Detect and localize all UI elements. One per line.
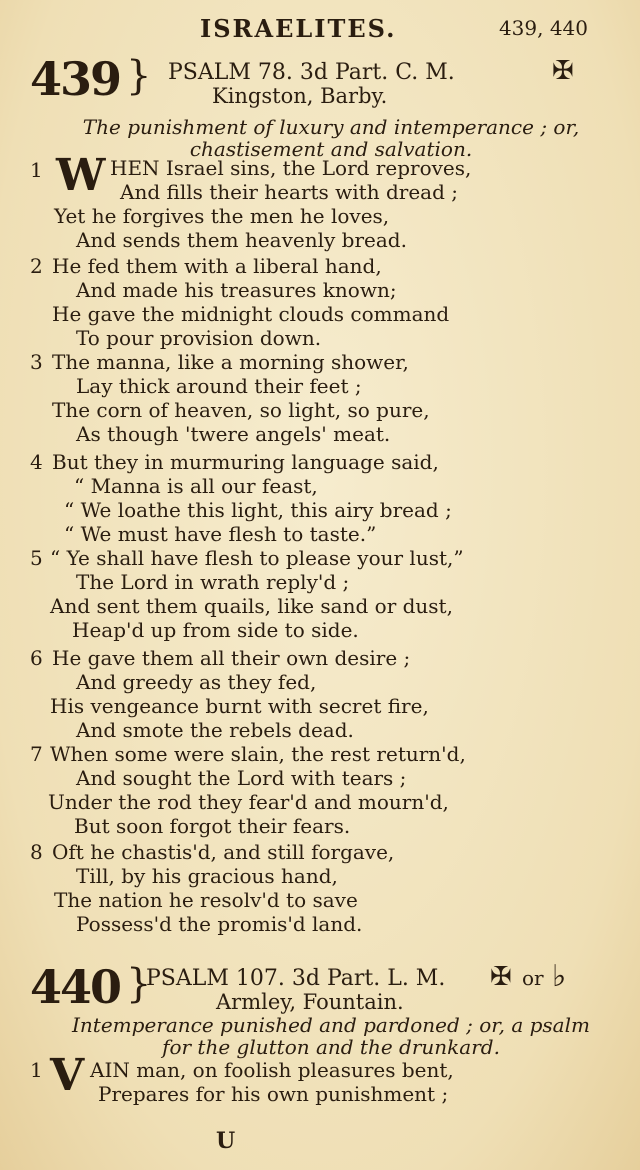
tune-names: Armley, Fountain. <box>216 990 404 1014</box>
verse-line: The nation he resolv'd to save <box>54 888 358 912</box>
flat-symbol-icon: ♭ <box>552 959 567 994</box>
hymn-subject <box>36 116 626 160</box>
verse-line: And made his treasures known; <box>76 278 397 302</box>
psalm-meter: PSALM 78. 3d Part. C. M. <box>168 60 455 85</box>
verse-line: Yet he forgives the men he loves, <box>54 204 390 228</box>
verse-line: Oft he chastis'd, and still forgave, <box>52 840 395 864</box>
verse-line: Possess'd the promis'd land. <box>76 912 363 936</box>
psalm-meter: PSALM 107. 3d Part. L. M. <box>146 966 446 991</box>
subject-line-1: Intemperance punished and pardoned ; or, a psalm <box>72 1013 590 1037</box>
signature-mark: U <box>216 1128 236 1154</box>
verse-line: Prepares for his own punishment ; <box>98 1082 449 1106</box>
subject-line-2: chastisement and salvation. <box>189 137 473 161</box>
verse-line: And greedy as they fed, <box>76 670 317 694</box>
subject-line-1: The punishment of luxury and intemperance ; or, <box>82 115 580 139</box>
verse-number: 8 <box>30 840 43 864</box>
verse-line: And sends them heavenly bread. <box>76 228 407 252</box>
verse-line: Heap'd up from side to side. <box>72 618 359 642</box>
subject-line-2: for the glutton and the drunkard. <box>162 1035 500 1059</box>
hymn-number: 439 <box>30 52 121 106</box>
verse-number: 3 <box>30 350 43 374</box>
hymn-number: 440 <box>30 960 121 1014</box>
verse-line: “ We loathe this light, this airy bread ; <box>64 498 452 522</box>
verse-line: He gave the midnight clouds command <box>52 302 450 326</box>
verse-line: To pour provision down. <box>76 326 322 350</box>
verse-line: And smote the rebels dead. <box>76 718 354 742</box>
brace-mark: } <box>126 53 152 99</box>
brace-mark: } <box>126 961 152 1007</box>
hymn-subject <box>36 1014 626 1058</box>
verse-line: HEN Israel sins, the Lord reproves, <box>110 156 472 180</box>
verse-number: 2 <box>30 254 43 278</box>
verse-line: When some were slain, the rest return'd, <box>50 742 466 766</box>
drop-cap: V <box>50 1050 85 1101</box>
verse-line: And sought the Lord with tears ; <box>76 766 407 790</box>
verse-number: 5 <box>30 546 43 570</box>
verse-line: And sent them quails, like sand or dust, <box>50 594 453 618</box>
verse-line: The manna, like a morning shower, <box>52 350 409 374</box>
verse-number: 7 <box>30 742 43 766</box>
ornament-cross-icon: ✠ <box>552 56 574 86</box>
verse-line: “ Manna is all our feast, <box>74 474 318 498</box>
ornament-or-text: or <box>522 966 544 990</box>
running-title: ISRAELITES. <box>200 14 397 43</box>
tune-names: Kingston, Barby. <box>212 84 388 108</box>
running-head <box>0 8 640 42</box>
verse-line: Under the rod they fear'd and mourn'd, <box>48 790 449 814</box>
verse-number: 1 <box>30 158 43 182</box>
verse-line: The corn of heaven, so light, so pure, <box>52 398 430 422</box>
verse-line: Lay thick around their feet ; <box>76 374 362 398</box>
verse-line: His vengeance burnt with secret fire, <box>50 694 429 718</box>
verse-line: “ We must have flesh to taste.” <box>64 522 377 546</box>
drop-cap: W <box>56 150 106 201</box>
verse-line: As though 'twere angels' meat. <box>76 422 391 446</box>
verse-line: He fed them with a liberal hand, <box>52 254 382 278</box>
verse-line: “ Ye shall have flesh to please your lust,” <box>50 546 464 570</box>
verse-line: And fills their hearts with dread ; <box>120 180 458 204</box>
verse-number: 6 <box>30 646 43 670</box>
page-numbers: 439, 440 <box>498 16 588 40</box>
ornament-cross-icon: ✠ <box>490 962 512 992</box>
verse-line: But soon forgot their fears. <box>74 814 351 838</box>
verse-line: But they in murmuring language said, <box>52 450 439 474</box>
verse-number: 1 <box>30 1058 43 1082</box>
verse-line: He gave them all their own desire ; <box>52 646 411 670</box>
verse-line: Till, by his gracious hand, <box>76 864 338 888</box>
verse-line: AIN man, on foolish pleasures bent, <box>90 1058 454 1082</box>
verse-line: The Lord in wrath reply'd ; <box>76 570 350 594</box>
verse-number: 4 <box>30 450 43 474</box>
